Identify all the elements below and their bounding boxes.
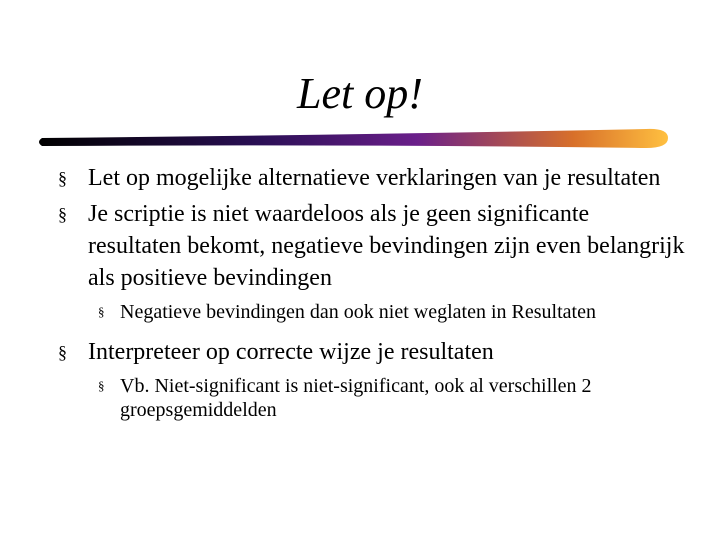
bullet-item [58, 162, 688, 194]
sub-bullet-marker: § [98, 304, 105, 319]
sub-bullet-text: Vb. Niet-significant is niet-significant, ook al verschillen 2 groepsgemiddelden [120, 375, 592, 421]
bullet-marker: § [58, 342, 67, 362]
bullet-list [58, 162, 688, 434]
bullet-marker: § [58, 168, 67, 188]
sub-bullet-text: Negatieve bevindingen dan ook niet weglaten in Resultaten [120, 301, 596, 323]
bullet-text: Let op mogelijke alternatieve verklaringen van je resultaten [88, 165, 661, 191]
bullet-text: Je scriptie is niet waardeloos als je geen significante resultaten bekomt, negatieve bevindingen zijn even belangrijk als positieve bevindingen [88, 201, 685, 291]
title-underline-bar [36, 126, 672, 156]
sub-bullet-item [98, 374, 688, 422]
sub-bullet-item [98, 300, 688, 324]
bullet-item [58, 336, 688, 368]
bullet-text: Interpreteer op correcte wijze je resultaten [88, 339, 494, 365]
bullet-item [58, 198, 688, 294]
sub-bullet-marker: § [98, 378, 105, 393]
bullet-marker: § [58, 204, 67, 224]
slide-title: Let op! [297, 69, 423, 118]
